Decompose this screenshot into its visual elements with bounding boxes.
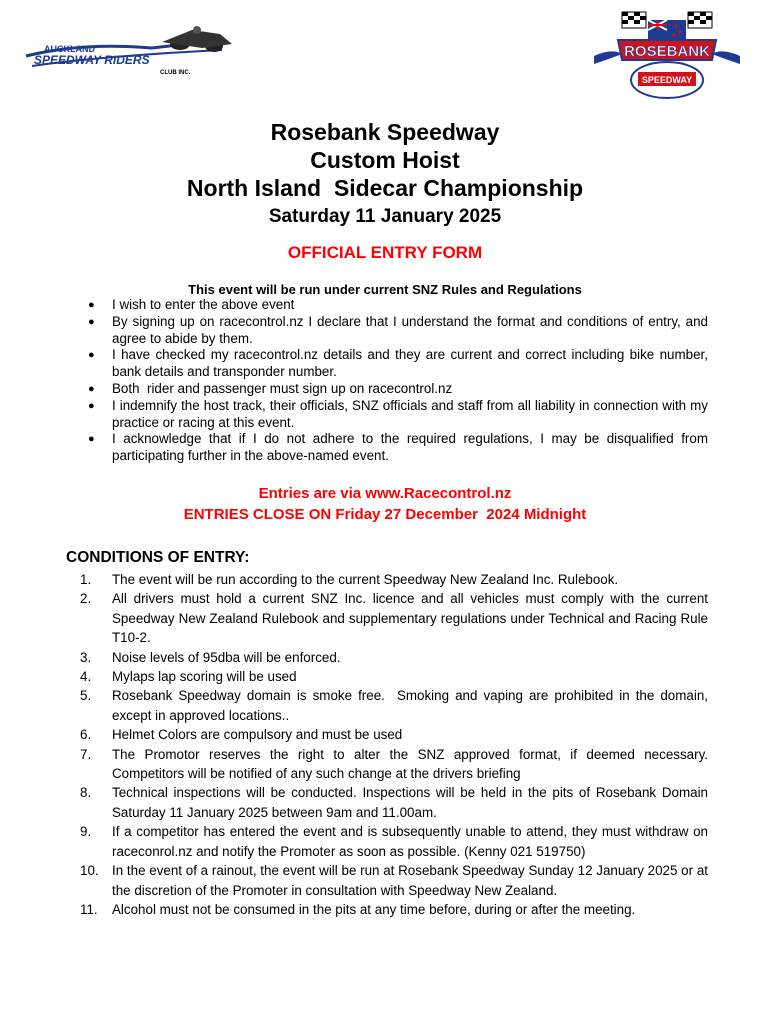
declaration-list xyxy=(88,297,708,465)
title-block xyxy=(0,118,770,232)
bullet-icon: ● xyxy=(88,399,95,412)
condition-item: 8. Technical inspections will be conducted. Inspections will be held in the pits of Rosebank Domain Saturday 11 January 2025 between 9am and 11.00am. xyxy=(80,785,708,820)
auckland-speedway-riders-logo xyxy=(22,22,242,78)
condition-item: 7. The Promotor reserves the right to alter the SNZ approved format, if deemed necessary. Competitors will be notified of any such change at the drivers briefing xyxy=(80,746,716,782)
condition-item: 1. The event will be run according to the current Speedway New Zealand Inc. Rulebook. xyxy=(80,572,619,587)
logo-left-line1: AUCKLAND xyxy=(44,44,95,54)
conditions-list xyxy=(80,570,716,919)
condition-item: 4. Mylaps lap scoring will be used xyxy=(80,669,297,685)
condition-item: 3. Noise levels of 95dba will be enforced. xyxy=(80,649,341,665)
condition-item: 5. Rosebank Speedway domain is smoke free. Smoking and vaping are prohibited in the domain, except in approved locations.. xyxy=(80,688,712,723)
condition-item: 2. All drivers must hold a current SNZ Inc. licence and all vehicles must comply with the current Speedway New Zealand Rulebook and supplementary regulations under Technical and Racing Rule T10-2. xyxy=(80,591,708,646)
declaration-item: ● I indemnify the host track, their officials, SNZ officials and staff from all liability in connection with my practice or racing at this event. xyxy=(88,397,708,430)
title-line1: Rosebank Speedway xyxy=(270,119,500,145)
conditions-heading: CONDITIONS OF ENTRY: xyxy=(66,549,250,566)
declaration-item: ● I acknowledge that if I do not adhere to the required regulations, I may be disqualified from participating further in the above-named event. xyxy=(88,431,708,464)
logo-left-line2: SPEEDWAY RIDERS xyxy=(34,53,150,67)
sidecar-icon xyxy=(162,26,232,52)
condition-item: 10. In the event of a rainout, the event will be run at Rosebank Speedway Sunday 12 January 2025 or at the discretion of the Promoter in consultation with Speedway New Zealand. xyxy=(80,863,708,898)
bullet-icon: ● xyxy=(88,315,95,328)
bullet-icon: ● xyxy=(88,433,95,446)
declaration-item: ● By signing up on racecontrol.nz I declare that I understand the format and conditions of entry, and agree to abide by them. xyxy=(88,313,708,346)
logo-right-line1: ROSEBANK xyxy=(624,43,710,60)
declaration-item: ● Both rider and passenger must sign up on racecontrol.nz xyxy=(88,380,453,396)
condition-item: 11. Alcohol must not be consumed in the pits at any time before, during or after the meeting. xyxy=(80,901,636,917)
title-line3: North Island Sidecar Championship xyxy=(186,175,584,201)
logo-right-line2: SPEEDWAY xyxy=(641,75,693,85)
bullet-icon: ● xyxy=(88,299,95,311)
bullet-icon: ● xyxy=(88,382,95,395)
entries-info xyxy=(0,483,770,525)
event-date: Saturday 11 January 2025 xyxy=(268,206,502,227)
title-line2: Custom Hoist xyxy=(310,147,460,173)
nz-flag-icon xyxy=(648,20,686,40)
condition-item: 9. If a competitor has entered the event and is subsequently unable to attend, they must withdraw on raceconrol.nz and notify the Promoter as soon as possible. (Kenny 021 519750) xyxy=(80,824,708,859)
entries-close: ENTRIES CLOSE ON Friday 27 December 2024 Midnight xyxy=(183,506,587,523)
entries-via: Entries are via www.Racecontrol.nz xyxy=(258,485,512,502)
condition-item: 6. Helmet Colors are compulsory and must be used xyxy=(80,727,403,743)
declaration-item: ● I wish to enter the above event xyxy=(88,297,295,312)
logo-left-line3: CLUB INC. xyxy=(160,70,191,76)
rules-intro: This event will be run under current SNZ Rules and Regulations xyxy=(188,282,582,297)
bullet-icon: ● xyxy=(88,349,95,362)
declaration-item: ● I have checked my racecontrol.nz details and they are current and correct including bike number, bank details and transponder number. xyxy=(88,347,708,380)
rosebank-speedway-logo xyxy=(592,8,742,102)
form-title: OFFICIAL ENTRY FORM xyxy=(287,243,483,262)
